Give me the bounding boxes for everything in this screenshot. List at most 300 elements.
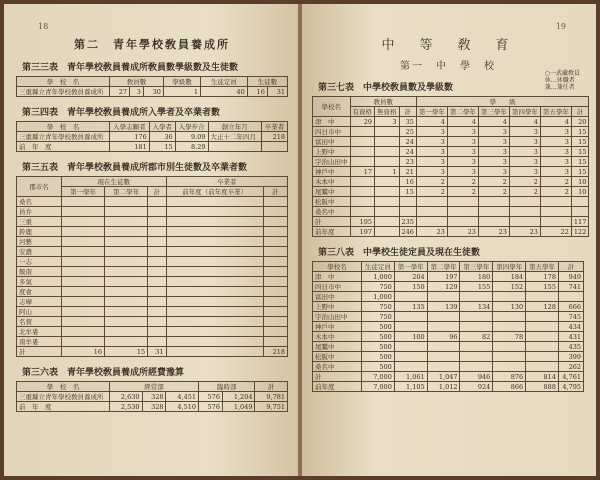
- table-cell: 1,105: [394, 382, 427, 392]
- table-cell: 888: [526, 382, 559, 392]
- table-cell: [416, 197, 447, 207]
- table-cell: 4,795: [558, 382, 583, 392]
- table-row: [313, 167, 589, 177]
- table-cell: 328: [142, 392, 166, 402]
- table-row: [17, 347, 288, 357]
- table-cell: [62, 227, 105, 237]
- table-cell: 134: [460, 302, 493, 312]
- table-row: [17, 257, 288, 267]
- column-header: 第四學年: [509, 107, 540, 117]
- table-cell: [148, 207, 166, 217]
- table-cell: 741: [558, 282, 583, 292]
- table-cell: [427, 292, 460, 302]
- legend-note: 兼…兼任者: [544, 84, 575, 91]
- page-number: 19: [555, 22, 566, 31]
- column-header: 學 級: [416, 97, 588, 107]
- right-page: [302, 4, 596, 476]
- school-name: 三重縣立青年學校敎員養成所: [17, 87, 110, 97]
- table-row: [313, 332, 584, 342]
- table-row: [17, 247, 288, 257]
- table-cell: [263, 197, 287, 207]
- table-cell: [62, 217, 105, 227]
- row-label: 四日市中: [313, 127, 351, 137]
- table-cell: [399, 207, 416, 217]
- row-label: 前年度: [313, 227, 351, 237]
- table-cell: [447, 207, 478, 217]
- column-header: 計: [263, 187, 287, 197]
- table-cell: 876: [493, 372, 526, 382]
- column-header: 前年度（前年度卒業）: [166, 187, 263, 197]
- table-cell: [460, 352, 493, 362]
- table-cell: [105, 287, 148, 297]
- table-cell: 2: [478, 187, 509, 197]
- column-header: 生徒數: [247, 77, 287, 87]
- row-label: 南牟婁: [17, 337, 62, 347]
- school-name: 三重縣立青年學校敎員養成所: [17, 132, 110, 142]
- row-label: 上野中: [313, 302, 362, 312]
- column-header: 第二學年: [427, 262, 460, 272]
- table-cell: 17: [350, 167, 375, 177]
- column-header: 有資格: [350, 107, 375, 117]
- table-cell: [148, 327, 166, 337]
- table-cell: 4: [540, 117, 571, 127]
- table-row: [17, 297, 288, 307]
- row-label: 度會: [17, 287, 62, 297]
- column-header: 計: [255, 382, 288, 392]
- table-cell: [375, 127, 400, 137]
- table-cell: [350, 197, 375, 207]
- row-label: 津 中: [313, 117, 351, 127]
- table-cell: 3: [509, 137, 540, 147]
- row-label: 三重: [17, 217, 62, 227]
- table-cell: [526, 352, 559, 362]
- row-label: 四日市中: [313, 282, 362, 292]
- table-cell: 4,510: [166, 402, 199, 412]
- table-cell: [105, 217, 148, 227]
- table-cell: [427, 362, 460, 372]
- table-cell: [263, 337, 287, 347]
- column-header: 無資格: [375, 107, 400, 117]
- table-row: [313, 272, 584, 282]
- table-cell: 181: [110, 142, 150, 152]
- table-title: 第三六表 青年學校敎員養成所經費豫算: [22, 368, 185, 378]
- column-header: 入學步合: [175, 122, 208, 132]
- table-cell: 大正十二年四月: [208, 132, 262, 142]
- table-cell: [166, 307, 263, 317]
- table-row: [313, 187, 589, 197]
- table-cell: 750: [362, 312, 395, 322]
- table-cell: [105, 247, 148, 257]
- table-cell: [166, 227, 263, 237]
- table-row: [17, 217, 288, 227]
- table-cell: [447, 217, 478, 227]
- table-cell: [427, 352, 460, 362]
- table-cell: [493, 292, 526, 302]
- column-header: 第二學年: [105, 187, 148, 197]
- table-cell: [262, 142, 288, 152]
- table-title: 第三三表 青年學校敎員養成所敎員數學級數及生徒數: [22, 63, 239, 73]
- table-cell: 3: [447, 147, 478, 157]
- table-cell: [375, 197, 400, 207]
- table-cell: 1,049: [222, 402, 255, 412]
- column-header: 學級數: [163, 77, 200, 87]
- chapter-heading: 中 等 敎 育: [381, 38, 515, 53]
- table-cell: 30: [143, 87, 163, 97]
- table-cell: [166, 247, 263, 257]
- table-row: [313, 352, 584, 362]
- column-header: 學校名: [313, 97, 351, 117]
- table-row: [313, 217, 589, 227]
- table-cell: 129: [427, 282, 460, 292]
- table-cell: [62, 247, 105, 257]
- table-cell: [394, 362, 427, 372]
- table-cell: 2: [447, 187, 478, 197]
- table-cell: [148, 287, 166, 297]
- table-cell: 4,761: [558, 372, 583, 382]
- left-page: [4, 4, 298, 476]
- row-label: 飯南: [17, 267, 62, 277]
- table-cell: [166, 207, 263, 217]
- table-cell: [375, 217, 400, 227]
- row-label: 神戶中: [313, 322, 362, 332]
- table-cell: 3: [416, 167, 447, 177]
- table-cell: [148, 257, 166, 267]
- table-cell: 3: [478, 157, 509, 167]
- row-label: 安濃: [17, 247, 62, 257]
- table-cell: 1,061: [394, 372, 427, 382]
- table-row: [17, 207, 288, 217]
- table-title: 第三五表 青年學校敎員養成所郡市別生徒數及卒業者數: [22, 163, 248, 173]
- table-cell: [105, 327, 148, 337]
- table-cell: 8.29: [175, 142, 208, 152]
- row-label: 計: [313, 372, 362, 382]
- table-33: [16, 76, 288, 97]
- table-cell: 3: [130, 87, 144, 97]
- legend-note: ○一武藏敎員: [544, 70, 580, 77]
- row-label: 木本中: [313, 332, 362, 342]
- table-cell: [62, 307, 105, 317]
- table-cell: [375, 147, 400, 157]
- table-row: [313, 292, 584, 302]
- table-cell: [148, 237, 166, 247]
- table-cell: [394, 342, 427, 352]
- row-label: 富田中: [313, 292, 362, 302]
- table-cell: 3: [509, 157, 540, 167]
- row-label: 尾鷲中: [313, 187, 351, 197]
- table-cell: [105, 337, 148, 347]
- column-header: 生徒定員: [200, 77, 247, 87]
- table-cell: 3: [447, 127, 478, 137]
- table-cell: [105, 297, 148, 307]
- row-label: 前 年 度: [17, 142, 110, 152]
- table-cell: 3: [540, 147, 571, 157]
- table-cell: 23: [399, 157, 416, 167]
- table-row: [313, 382, 584, 392]
- table-cell: 262: [558, 362, 583, 372]
- table-cell: [540, 197, 571, 207]
- table-cell: [62, 297, 105, 307]
- table-cell: [350, 177, 375, 187]
- table-cell: [509, 207, 540, 217]
- table-cell: [509, 197, 540, 207]
- table-cell: 176: [110, 132, 150, 142]
- table-cell: 2: [416, 187, 447, 197]
- table-cell: 22: [540, 227, 571, 237]
- table-cell: 7,000: [362, 382, 395, 392]
- table-cell: 24: [399, 137, 416, 147]
- table-cell: 2: [447, 177, 478, 187]
- table-cell: 3: [540, 137, 571, 147]
- table-cell: 10: [571, 177, 588, 187]
- table-cell: 576: [198, 402, 222, 412]
- table-35: [16, 176, 288, 357]
- table-cell: [460, 342, 493, 352]
- row-label: 松阪中: [313, 197, 351, 207]
- table-cell: 3: [509, 147, 540, 157]
- column-header: 敎員數: [350, 97, 416, 107]
- row-label: 名賀: [17, 317, 62, 327]
- row-label: 鈴鹿: [17, 227, 62, 237]
- table-cell: [105, 317, 148, 327]
- table-row: [313, 312, 584, 322]
- table-cell: 122: [571, 227, 588, 237]
- table-cell: 82: [460, 332, 493, 342]
- table-cell: [62, 327, 105, 337]
- table-cell: [350, 157, 375, 167]
- table-cell: 235: [399, 217, 416, 227]
- row-label: 員弁: [17, 207, 62, 217]
- table-cell: 128: [526, 302, 559, 312]
- table-cell: 23: [416, 227, 447, 237]
- table-row: [313, 127, 589, 137]
- table-cell: [148, 317, 166, 327]
- table-cell: 218: [263, 347, 287, 357]
- row-label: 阿山: [17, 307, 62, 317]
- table-cell: 3: [478, 167, 509, 177]
- table-cell: [558, 292, 583, 302]
- table-cell: 2: [540, 177, 571, 187]
- table-cell: [350, 147, 375, 157]
- table-cell: [263, 287, 287, 297]
- column-header: 第一學年: [416, 107, 447, 117]
- table-cell: 2: [509, 177, 540, 187]
- table-cell: 4: [509, 117, 540, 127]
- table-cell: [394, 322, 427, 332]
- column-header: 創立年月: [208, 122, 262, 132]
- table-cell: 35: [399, 117, 416, 127]
- table-cell: 431: [558, 332, 583, 342]
- table-cell: 3: [478, 137, 509, 147]
- legend-notes: [545, 70, 580, 91]
- table-cell: 25: [399, 127, 416, 137]
- table-cell: 21: [399, 167, 416, 177]
- table-row: [17, 307, 288, 317]
- table-cell: [62, 207, 105, 217]
- table-row: [313, 147, 589, 157]
- book-spread: [4, 4, 596, 476]
- table-cell: [509, 217, 540, 227]
- column-header: 學 校 名: [17, 122, 110, 132]
- table-cell: 155: [460, 282, 493, 292]
- column-header: 第一學年: [62, 187, 105, 197]
- table-cell: [416, 217, 447, 227]
- table-cell: [263, 317, 287, 327]
- table-cell: [263, 207, 287, 217]
- table-cell: 3: [509, 127, 540, 137]
- table-cell: [540, 217, 571, 227]
- table-row: [313, 302, 584, 312]
- table-cell: 130: [493, 302, 526, 312]
- table-row: [313, 282, 584, 292]
- column-header: 學 校 名: [17, 382, 110, 392]
- table-cell: 23: [509, 227, 540, 237]
- row-label: 尾鷲中: [313, 342, 362, 352]
- table-cell: 15: [571, 167, 588, 177]
- table-36: [16, 381, 288, 412]
- table-cell: 15: [399, 187, 416, 197]
- table-row: [313, 372, 584, 382]
- table-cell: 218: [262, 132, 288, 142]
- table-cell: 949: [558, 272, 583, 282]
- table-cell: 2: [478, 177, 509, 187]
- table-cell: 31: [267, 87, 287, 97]
- table-cell: [148, 297, 166, 307]
- table-cell: 328: [142, 402, 166, 412]
- table-cell: [540, 207, 571, 217]
- row-label: 計: [313, 217, 351, 227]
- table-row: [17, 237, 288, 247]
- table-row: [17, 267, 288, 277]
- row-label: 宇治山田中: [313, 312, 362, 322]
- table-cell: 576: [198, 392, 222, 402]
- table-cell: [105, 207, 148, 217]
- table-cell: 4,451: [166, 392, 199, 402]
- table-34: [16, 121, 288, 152]
- column-header: 入學志願者: [110, 122, 150, 132]
- table-cell: 78: [493, 332, 526, 342]
- table-cell: 1,000: [362, 292, 395, 302]
- table-cell: 9,751: [255, 402, 288, 412]
- column-header: 計: [571, 107, 588, 117]
- table-cell: [350, 187, 375, 197]
- table-cell: [148, 197, 166, 207]
- school-name: 三重縣立青年學校敎員養成所: [17, 392, 110, 402]
- table-cell: 500: [362, 342, 395, 352]
- table-cell: 15: [571, 127, 588, 137]
- table-cell: 27: [110, 87, 130, 97]
- table-cell: 23: [447, 227, 478, 237]
- table-cell: [263, 257, 287, 267]
- table-cell: [427, 342, 460, 352]
- table-cell: 500: [362, 322, 395, 332]
- table-cell: [62, 257, 105, 267]
- table-row: [313, 207, 589, 217]
- table-cell: [350, 207, 375, 217]
- table-cell: [394, 312, 427, 322]
- table-cell: 3: [416, 137, 447, 147]
- table-cell: 16: [62, 347, 105, 357]
- table-row: [313, 362, 584, 372]
- column-header: 第四學年: [493, 262, 526, 272]
- table-row: [17, 197, 288, 207]
- table-cell: [493, 322, 526, 332]
- section-heading: 第一 中 學 校: [400, 61, 496, 72]
- table-cell: [493, 312, 526, 322]
- table-38: [312, 261, 584, 392]
- column-header: 第一學年: [394, 262, 427, 272]
- table-cell: 399: [558, 352, 583, 362]
- table-cell: 15: [571, 137, 588, 147]
- table-cell: 184: [493, 272, 526, 282]
- table-cell: 750: [362, 302, 395, 312]
- table-cell: 745: [558, 312, 583, 322]
- table-cell: [394, 292, 427, 302]
- column-header: 卒業者: [262, 122, 288, 132]
- table-cell: 4: [478, 117, 509, 127]
- chapter-heading: 第二 青年學校敎員養成所: [74, 38, 230, 51]
- table-cell: [526, 362, 559, 372]
- table-cell: 15: [571, 147, 588, 157]
- table-cell: [263, 297, 287, 307]
- table-cell: 15: [571, 157, 588, 167]
- table-cell: [166, 237, 263, 247]
- table-cell: [427, 312, 460, 322]
- table-cell: 3: [478, 127, 509, 137]
- table-cell: [375, 207, 400, 217]
- column-header: 學校名: [313, 262, 362, 272]
- table-cell: [478, 197, 509, 207]
- table-cell: [208, 142, 262, 152]
- table-cell: 31: [148, 347, 166, 357]
- table-cell: 204: [394, 272, 427, 282]
- table-cell: 117: [571, 217, 588, 227]
- table-cell: 150: [394, 282, 427, 292]
- row-label: 桑名中: [313, 207, 351, 217]
- table-cell: 3: [540, 157, 571, 167]
- table-row: [17, 227, 288, 237]
- table-cell: 3: [540, 167, 571, 177]
- column-header: 卒業者: [166, 177, 287, 187]
- table-cell: [166, 317, 263, 327]
- table-cell: [166, 197, 263, 207]
- table-row: [313, 197, 589, 207]
- table-cell: 195: [350, 217, 375, 227]
- table-cell: [478, 217, 509, 227]
- table-cell: [105, 227, 148, 237]
- column-header: 第三學年: [478, 107, 509, 117]
- column-header: 第二學年: [447, 107, 478, 117]
- table-cell: [62, 197, 105, 207]
- table-cell: [105, 267, 148, 277]
- row-label: 志摩: [17, 297, 62, 307]
- row-label: 上野中: [313, 147, 351, 157]
- table-cell: [62, 287, 105, 297]
- table-cell: 866: [493, 382, 526, 392]
- table-cell: [399, 197, 416, 207]
- table-cell: [350, 137, 375, 147]
- table-cell: 36: [149, 132, 175, 142]
- table-cell: 9.09: [175, 132, 208, 142]
- table-cell: 1,204: [222, 392, 255, 402]
- table-cell: [148, 337, 166, 347]
- table-cell: 15: [105, 347, 148, 357]
- row-label: 多氣: [17, 277, 62, 287]
- table-cell: 96: [427, 332, 460, 342]
- table-cell: [493, 342, 526, 352]
- column-header: 臨時部: [198, 382, 254, 392]
- table-cell: [166, 257, 263, 267]
- table-cell: 2,630: [110, 392, 143, 402]
